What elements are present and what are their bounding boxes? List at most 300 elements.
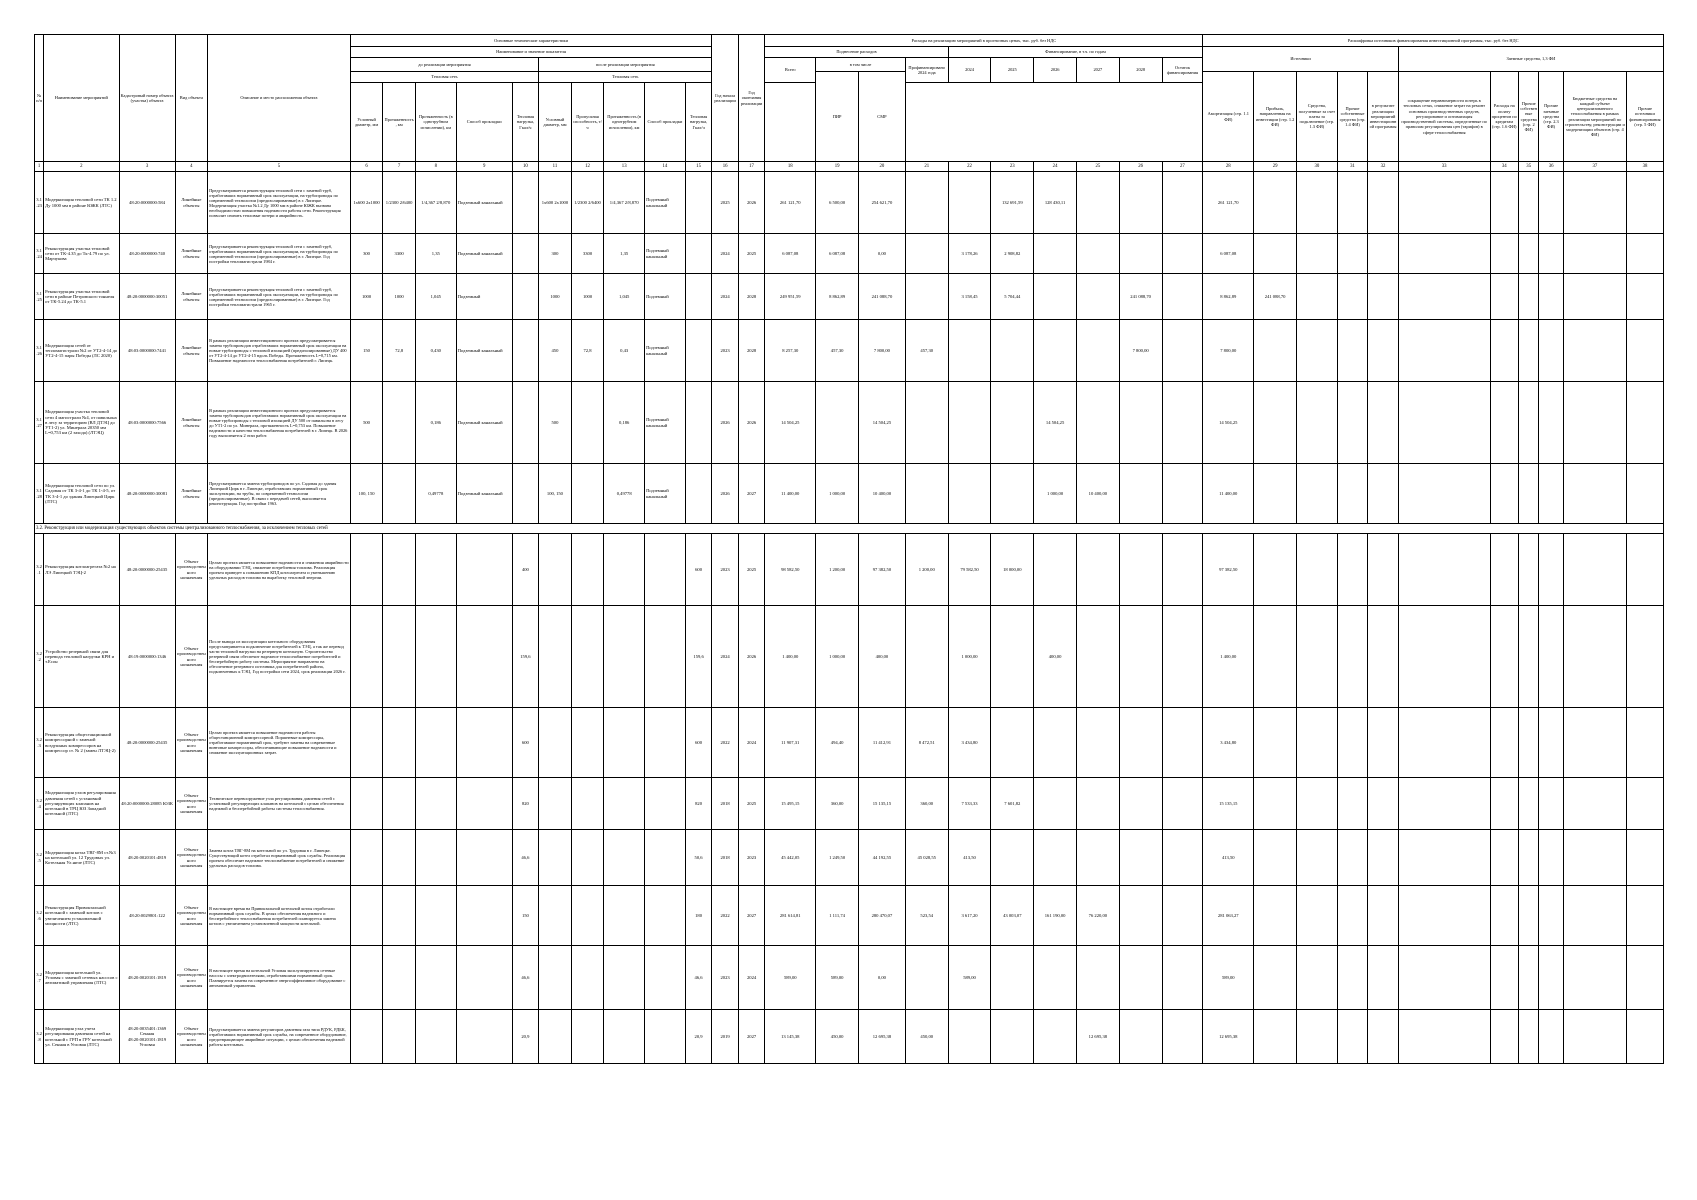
- row-empty-cell: [1539, 274, 1563, 320]
- row-prev-financed: [905, 234, 948, 274]
- row-empty-cell: [645, 606, 686, 708]
- table-row: [35, 274, 1664, 320]
- row-load-after: [685, 172, 712, 234]
- row-pir: 1 249,50: [816, 830, 859, 886]
- row-diameter-after: 1х600 2х1000: [539, 172, 572, 234]
- row-diameter-before: 500: [350, 382, 383, 464]
- col-smr-header: СМР: [859, 72, 906, 162]
- row-number: 3.1.27: [35, 382, 44, 464]
- table-row: [35, 172, 1664, 234]
- col-other-borrowed-header: Прочие заемные средства (стр. 2.3 ФИ): [1539, 72, 1563, 162]
- row-fin-2027: [1076, 172, 1119, 234]
- row-pir: 457,30: [816, 320, 859, 382]
- row-pir: 1 000,00: [816, 606, 859, 708]
- row-empty-cell: [1368, 274, 1399, 320]
- row-empty-cell: [350, 708, 383, 778]
- row-smr: 14 504,25: [859, 382, 906, 464]
- row-prev-financed: [905, 946, 948, 1010]
- column-number: 28: [1203, 162, 1254, 172]
- row-empty-cell: [1539, 320, 1563, 382]
- column-number: 24: [1034, 162, 1077, 172]
- row-empty-cell: [1254, 534, 1297, 606]
- col-2025-header: 2025: [991, 58, 1034, 83]
- row-fin-2027: 10 400,00: [1076, 464, 1119, 524]
- row-year-start: 2026: [712, 382, 738, 464]
- row-amortization: 14 504,25: [1203, 382, 1254, 464]
- row-empty-cell: [1626, 320, 1663, 382]
- column-number: 10: [512, 162, 538, 172]
- row-empty-cell: [1398, 172, 1490, 234]
- row-length-single-before: 0,49778: [415, 464, 456, 524]
- col-len1b-header: Протяженность (в однотрубном исчислении), км: [415, 83, 456, 162]
- row-load-after: 20,9: [685, 1010, 712, 1064]
- row-empty-cell: [1337, 464, 1368, 524]
- row-empty-cell: [1519, 830, 1539, 886]
- row-amortization: 281 063,27: [1203, 886, 1254, 946]
- row-name: Модернизация участка тепловой сети 4 магистрали №4, от павильона в лесу за территорию (ВЛ ДТЭЦ до УТ1-2) ул. Минерала 20350 мм L=0,753 км (2 захода) (ЛТЭЦ): [44, 382, 119, 464]
- row-cadastral: 48:20:0000000:740: [119, 234, 175, 274]
- row-empty-cell: [1337, 778, 1368, 830]
- row-smr: 0,00: [859, 234, 906, 274]
- row-empty-cell: [1490, 274, 1519, 320]
- tech-data-after-header: Тепловая сеть: [539, 72, 712, 83]
- col-load1-header: Тепловая нагрузка, Гкал/ч: [512, 83, 538, 162]
- row-laying-before: Подземный канальный: [456, 320, 512, 382]
- row-empty-cell: [1337, 172, 1368, 234]
- row-fin-2027: [1076, 946, 1119, 1010]
- row-pir: 8 862,89: [816, 274, 859, 320]
- row-length-before: 3300: [383, 234, 416, 274]
- row-empty-cell: [1368, 606, 1399, 708]
- row-load-before: 150: [512, 886, 538, 946]
- row-empty-cell: [350, 606, 383, 708]
- row-number: 3.1.25: [35, 274, 44, 320]
- row-rest: [1162, 534, 1203, 606]
- row-empty-cell: [1563, 172, 1626, 234]
- row-fin-2025: [991, 946, 1034, 1010]
- row-empty-cell: [1297, 382, 1338, 464]
- column-number: 9: [456, 162, 512, 172]
- row-year-end: 2025: [738, 534, 764, 606]
- row-pir: 6 087,08: [816, 234, 859, 274]
- column-number: 16: [712, 162, 738, 172]
- row-empty-cell: [1490, 606, 1519, 708]
- row-empty-cell: [1563, 234, 1626, 274]
- row-load-before: 400: [512, 534, 538, 606]
- row-empty-cell: [1539, 534, 1563, 606]
- row-empty-cell: [604, 946, 645, 1010]
- row-rest: [1162, 606, 1203, 708]
- row-amortization: 589,00: [1203, 946, 1254, 1010]
- row-year-end: 2024: [738, 946, 764, 1010]
- row-fin-2024: [948, 1010, 991, 1064]
- row-empty-cell: [1398, 234, 1490, 274]
- row-load-before: 46,6: [512, 830, 538, 886]
- row-empty-cell: [1368, 886, 1399, 946]
- row-empty-cell: [571, 778, 604, 830]
- row-description: В рамках реализации инвестиционного проекта предусматривается замена трубопроводов отработавших нормативный срок эксплуатации на новые трубопроводы с тепловой изоляцией ДУ 500 от павильона в лесу до УТ1-2 по ул. Минерала, протяженность L=0,753 км. Повышение надежности и качества теплоснабжения потребителей в г. Липецк. В 2026 году выполняется 2 этап работ.: [208, 382, 351, 464]
- row-empty-cell: [1563, 464, 1626, 524]
- row-total: 11 400,00: [765, 464, 816, 524]
- table-row: [35, 320, 1664, 382]
- col-name-header: Наименование мероприятий: [44, 35, 119, 162]
- row-empty-cell: [415, 1010, 456, 1064]
- table-row: [35, 234, 1664, 274]
- row-smr: 44 192,55: [859, 830, 906, 886]
- row-length-after: 1/2300 2/6400: [571, 172, 604, 234]
- row-fin-2024: 589,00: [948, 946, 991, 1010]
- row-diameter-after: 1000: [539, 274, 572, 320]
- row-empty-cell: [415, 778, 456, 830]
- col-year-start-header: Год начала реализации: [712, 35, 738, 162]
- row-fin-2028: [1119, 1010, 1162, 1064]
- row-empty-cell: [383, 946, 416, 1010]
- row-cadastral: 48:20:0000000:584: [119, 172, 175, 234]
- row-load-after: 600: [685, 534, 712, 606]
- row-empty-cell: [539, 886, 572, 946]
- row-empty-cell: [1626, 464, 1663, 524]
- row-fin-2028: [1119, 708, 1162, 778]
- row-empty-cell: [1490, 830, 1519, 886]
- row-number: 3.1.24: [35, 234, 44, 274]
- row-empty-cell: [604, 1010, 645, 1064]
- row-total: 45 442,05: [765, 830, 816, 886]
- row-pir: [816, 382, 859, 464]
- column-number: 11: [539, 162, 572, 172]
- col-load2-header: Тепловая нагрузка, Гкал/ч: [685, 83, 712, 162]
- row-laying-after: Подземный: [645, 274, 686, 320]
- row-empty-cell: [1490, 172, 1519, 234]
- row-load-before: [512, 234, 538, 274]
- row-empty-cell: [1254, 946, 1297, 1010]
- row-rest: [1162, 234, 1203, 274]
- row-empty-cell: [1398, 320, 1490, 382]
- row-number: 3.1.26: [35, 320, 44, 382]
- row-empty-cell: [1490, 464, 1519, 524]
- row-total: 15 495,15: [765, 778, 816, 830]
- row-empty-cell: [1539, 234, 1563, 274]
- row-amortization: 97 382,50: [1203, 534, 1254, 606]
- col-way1-header: Способ прокладки: [456, 83, 512, 162]
- col-len2b-header: Протяженность (в однотрубном исчислении), км: [604, 83, 645, 162]
- row-description: Предусматривается замена регуляторов давления газа типа РДУК, РДБК, отработавших нормативный срок службы, на современное оборудование, предотвращающее аварийные ситуации, с целью обеспечения надежной работы котельных.: [208, 1010, 351, 1064]
- row-empty-cell: [1519, 534, 1539, 606]
- row-load-after: [685, 274, 712, 320]
- row-type: Объект производственного назначения: [175, 1010, 208, 1064]
- investment-program-sheet: [34, 34, 1664, 1064]
- row-empty-cell: [383, 534, 416, 606]
- row-empty-cell: [1297, 172, 1338, 234]
- col-other-own-header: Прочие собственные средства (стр. 1.4 ФИ): [1337, 72, 1368, 162]
- row-year-start: 2024: [712, 606, 738, 708]
- row-empty-cell: [1297, 778, 1338, 830]
- row-number: 3.2.5: [35, 830, 44, 886]
- row-smr: 241 088,70: [859, 274, 906, 320]
- row-fin-2024: 79 582,50: [948, 534, 991, 606]
- row-fin-2024: [948, 172, 991, 234]
- row-smr: 11 412,91: [859, 708, 906, 778]
- column-number: 32: [1368, 162, 1399, 172]
- borrowed-header: Заемные средства, 1,3 ФИ: [1398, 47, 1663, 72]
- row-fin-2026: [1034, 830, 1077, 886]
- row-fin-2028: [1119, 778, 1162, 830]
- row-fin-2027: [1076, 778, 1119, 830]
- row-length-after: [571, 382, 604, 464]
- row-fin-2026: [1034, 320, 1077, 382]
- row-empty-cell: [1563, 534, 1626, 606]
- row-length-single-after: 0,186: [604, 382, 645, 464]
- production-object-rows: [35, 534, 1664, 1064]
- row-number: 3.2.8: [35, 1010, 44, 1064]
- row-length-after: 3300: [571, 234, 604, 274]
- row-fin-2025: 132 691,59: [991, 172, 1034, 234]
- row-empty-cell: [1519, 382, 1539, 464]
- row-empty-cell: [1368, 708, 1399, 778]
- row-empty-cell: [645, 886, 686, 946]
- row-empty-cell: [1626, 946, 1663, 1010]
- row-empty-cell: [1398, 830, 1490, 886]
- row-amortization: 12 695,38: [1203, 1010, 1254, 1064]
- table-row: [35, 606, 1664, 708]
- row-fin-2026: [1034, 274, 1077, 320]
- table-row: [35, 464, 1664, 524]
- row-year-start: 2023: [712, 320, 738, 382]
- row-fin-2025: [991, 1010, 1034, 1064]
- column-number: 21: [905, 162, 948, 172]
- column-number: 23: [991, 162, 1034, 172]
- table-row: [35, 382, 1664, 464]
- row-empty-cell: [1254, 830, 1297, 886]
- row-year-end: 2026: [738, 606, 764, 708]
- row-fin-2026: 128 430,11: [1034, 172, 1077, 234]
- row-empty-cell: [1519, 320, 1539, 382]
- row-total: 589,00: [765, 946, 816, 1010]
- row-rest: [1162, 320, 1203, 382]
- row-year-start: 2022: [712, 708, 738, 778]
- row-fin-2027: [1076, 320, 1119, 382]
- column-number: 29: [1254, 162, 1297, 172]
- row-empty-cell: [539, 606, 572, 708]
- row-load-after: 600: [685, 708, 712, 778]
- row-type: Линейные объекты: [175, 274, 208, 320]
- row-cadastral: 48:03:0000000:7566: [119, 382, 175, 464]
- row-empty-cell: [1563, 382, 1626, 464]
- row-smr: 15 135,15: [859, 778, 906, 830]
- row-fin-2026: 14 504,25: [1034, 382, 1077, 464]
- column-number: 1: [35, 162, 44, 172]
- column-number: 2: [44, 162, 119, 172]
- row-empty-cell: [1337, 1010, 1368, 1064]
- row-load-after: [685, 464, 712, 524]
- row-year-end: 2027: [738, 1010, 764, 1064]
- row-fin-2025: 2 908,82: [991, 234, 1034, 274]
- row-empty-cell: [1398, 534, 1490, 606]
- row-profit: [1254, 172, 1297, 234]
- row-fin-2028: [1119, 606, 1162, 708]
- row-load-before: 46,6: [512, 946, 538, 1010]
- col-2027-header: 2027: [1076, 58, 1119, 83]
- row-empty-cell: [571, 534, 604, 606]
- row-empty-cell: [1626, 708, 1663, 778]
- row-laying-after: Подземный канальный: [645, 172, 686, 234]
- row-empty-cell: [1398, 778, 1490, 830]
- row-laying-after: Подземный канальный: [645, 382, 686, 464]
- row-prev-financed: 45 028,55: [905, 830, 948, 886]
- row-load-after: 159,6: [685, 606, 712, 708]
- row-empty-cell: [1563, 830, 1626, 886]
- row-empty-cell: [539, 708, 572, 778]
- row-description: Предусматривается реконструкция тепловой сети с заменой труб, отработавших нормативный срок эксплуатации, на трубопроводы по современной технологии (предизолированные) в г. Липецке. Год постройки тепломагистрали 1984 г.: [208, 234, 351, 274]
- row-year-start: 2026: [712, 464, 738, 524]
- row-year-end: 2025: [738, 778, 764, 830]
- row-empty-cell: [415, 946, 456, 1010]
- row-empty-cell: [1626, 886, 1663, 946]
- row-empty-cell: [1368, 830, 1399, 886]
- row-empty-cell: [415, 886, 456, 946]
- row-empty-cell: [1254, 606, 1297, 708]
- row-amortization: 8 862,89: [1203, 274, 1254, 320]
- row-laying-before: Подземный канальный: [456, 234, 512, 274]
- row-fin-2025: [991, 708, 1034, 778]
- row-empty-cell: [456, 778, 512, 830]
- row-diameter-before: 1х600 2х1000: [350, 172, 383, 234]
- row-empty-cell: [1563, 606, 1626, 708]
- row-empty-cell: [1254, 708, 1297, 778]
- row-empty-cell: [1368, 172, 1399, 234]
- row-amortization: 6 087,08: [1203, 234, 1254, 274]
- column-number-row: [35, 162, 1664, 172]
- row-year-end: 2025: [738, 234, 764, 274]
- column-number: 8: [415, 162, 456, 172]
- row-year-start: 2019: [712, 1010, 738, 1064]
- row-fin-2024: 3 434,80: [948, 708, 991, 778]
- column-number: 26: [1119, 162, 1162, 172]
- row-load-before: 820: [512, 778, 538, 830]
- row-fin-2027: 12 695,38: [1076, 1010, 1119, 1064]
- tech-header: Основные технические характеристики: [350, 35, 712, 47]
- row-load-after: 46,6: [685, 946, 712, 1010]
- row-description: Предусматривается замена трубопроводов по ул. Садовая до здания Липецкий Цирк в г. Липецке, отработавших нормативный срок эксплуатации, на трубы, по современной технологии (предизолированные). В связи с передачей сетей, выполняется реконструкция. Год постройки 1963.: [208, 464, 351, 524]
- row-cadastral: 48:20:0035401:1369 Сенная 48:20:0020101:1819 Угловая: [119, 1010, 175, 1064]
- row-number: 3.1.23: [35, 172, 44, 234]
- row-pir: 450,00: [816, 1010, 859, 1064]
- row-year-end: 2027: [738, 886, 764, 946]
- row-load-before: [512, 274, 538, 320]
- column-number: 5: [208, 162, 351, 172]
- row-cadastral: 48:20:0000000:30081: [119, 464, 175, 524]
- row-amortization: 3 434,80: [1203, 708, 1254, 778]
- row-length-before: 1/2300 2/6400: [383, 172, 416, 234]
- col-profit-header: Прибыль, направленная на инвестиции (стр. 1.2 ФИ): [1254, 72, 1297, 162]
- row-name: Модернизация сетей от тепломагистрали №2 от УТ2-4-14 до УТ2-4-15 пары Победы (ЛС 2020): [44, 320, 119, 382]
- row-fin-2025: 18 000,00: [991, 534, 1034, 606]
- row-total: 261 121,70: [765, 172, 816, 234]
- row-empty-cell: [1398, 886, 1490, 946]
- row-diameter-before: 1000: [350, 274, 383, 320]
- row-cadastral: 48:20:0000000:25435: [119, 534, 175, 606]
- row-laying-before: Подземный: [456, 274, 512, 320]
- row-fin-2027: [1076, 830, 1119, 886]
- row-description: В настоящее время на котельной Угловая эксплуатируются сетевые насосы с электродвигателями, отработавшими нормативный срок. Планируется замена на современное энергоэффективное оборудование с автоматикой управления.: [208, 946, 351, 1010]
- row-fin-2025: [991, 382, 1034, 464]
- row-empty-cell: [1368, 1010, 1399, 1064]
- row-empty-cell: [645, 778, 686, 830]
- row-name: Модернизация узлов регулирования давления сетей с установкой регулирующих клапанов на котельной в ТРЦ ЮЗ Западной котельной (ЛТС): [44, 778, 119, 830]
- row-fin-2028: 7 800,00: [1119, 320, 1162, 382]
- column-number: 19: [816, 162, 859, 172]
- column-number: 37: [1563, 162, 1626, 172]
- row-empty-cell: [1297, 708, 1338, 778]
- row-fin-2024: [948, 320, 991, 382]
- row-length-after: 1000: [571, 274, 604, 320]
- row-empty-cell: [1519, 606, 1539, 708]
- column-number: 27: [1162, 162, 1203, 172]
- column-number: 20: [859, 162, 906, 172]
- row-fin-2028: [1119, 946, 1162, 1010]
- row-length-single-after: 1/4,367 2/8,870: [604, 172, 645, 234]
- col-other-fin-header: Прочие источники финансирования (стр. 5 ФИ): [1626, 72, 1663, 162]
- row-profit: [1254, 234, 1297, 274]
- row-year-start: 2022: [712, 886, 738, 946]
- row-amortization: 1 400,00: [1203, 606, 1254, 708]
- row-empty-cell: [1368, 946, 1399, 1010]
- column-number: 6: [350, 162, 383, 172]
- column-number: 3: [119, 162, 175, 172]
- row-description: Целью проекта является повышение надежности и снижения аварийности на оборудовании ТЭЦ, снижение потребления топлива. Реализация проекта приведет к повышению КПД котлоагрегата и уменьшению удельных расходов топлива на выработку тепловой энергии.: [208, 534, 351, 606]
- row-empty-cell: [1297, 234, 1338, 274]
- row-load-before: 20,9: [512, 1010, 538, 1064]
- column-number: 13: [604, 162, 645, 172]
- row-empty-cell: [1563, 708, 1626, 778]
- row-smr: 254 621,70: [859, 172, 906, 234]
- row-empty-cell: [415, 534, 456, 606]
- col-year-end-header: Год окончания реализации: [738, 35, 764, 162]
- row-number: 3.2.3: [35, 708, 44, 778]
- row-empty-cell: [1398, 382, 1490, 464]
- direct-costs-header: Поднесение расходов: [765, 47, 948, 58]
- row-empty-cell: [1539, 606, 1563, 708]
- row-empty-cell: [1368, 320, 1399, 382]
- row-empty-cell: [1539, 1010, 1563, 1064]
- row-total: 13 145,38: [765, 1010, 816, 1064]
- row-prev-financed: [905, 464, 948, 524]
- own-sources-header: Источники: [1203, 47, 1399, 72]
- row-laying-after: Подземный канальный: [645, 464, 686, 524]
- row-fin-2026: [1034, 234, 1077, 274]
- row-empty-cell: [1563, 886, 1626, 946]
- row-prev-financed: 8 472,51: [905, 708, 948, 778]
- row-prev-financed: [905, 274, 948, 320]
- row-diameter-after: 300: [539, 234, 572, 274]
- row-smr: 280 470,07: [859, 886, 906, 946]
- row-empty-cell: [1563, 1010, 1626, 1064]
- row-empty-cell: [1490, 946, 1519, 1010]
- row-amortization: 7 800,00: [1203, 320, 1254, 382]
- row-empty-cell: [1626, 606, 1663, 708]
- row-name: Модернизация котла ТВГ-8М ст.№3 на котельной ул. 12 Трудовых ул. Котельная Ул.ниче (ЛТС): [44, 830, 119, 886]
- row-year-end: 2024: [738, 708, 764, 778]
- row-name: Реконструкция общестанционной компрессорной с заменой воздушных компрессоров на компрессор ст. № 2 (замен ЛТЭЦ-2): [44, 708, 119, 778]
- heat-network-rows: [35, 172, 1664, 524]
- row-empty-cell: [604, 708, 645, 778]
- row-empty-cell: [604, 606, 645, 708]
- table-row: [35, 778, 1664, 830]
- before-header: до реализации мероприятия: [350, 58, 538, 72]
- row-rest: [1162, 464, 1203, 524]
- row-name: Устройство резервной связи для перевода тепловой нагрузки КРН и т.Есон: [44, 606, 119, 708]
- row-empty-cell: [1490, 1010, 1519, 1064]
- row-empty-cell: [1519, 778, 1539, 830]
